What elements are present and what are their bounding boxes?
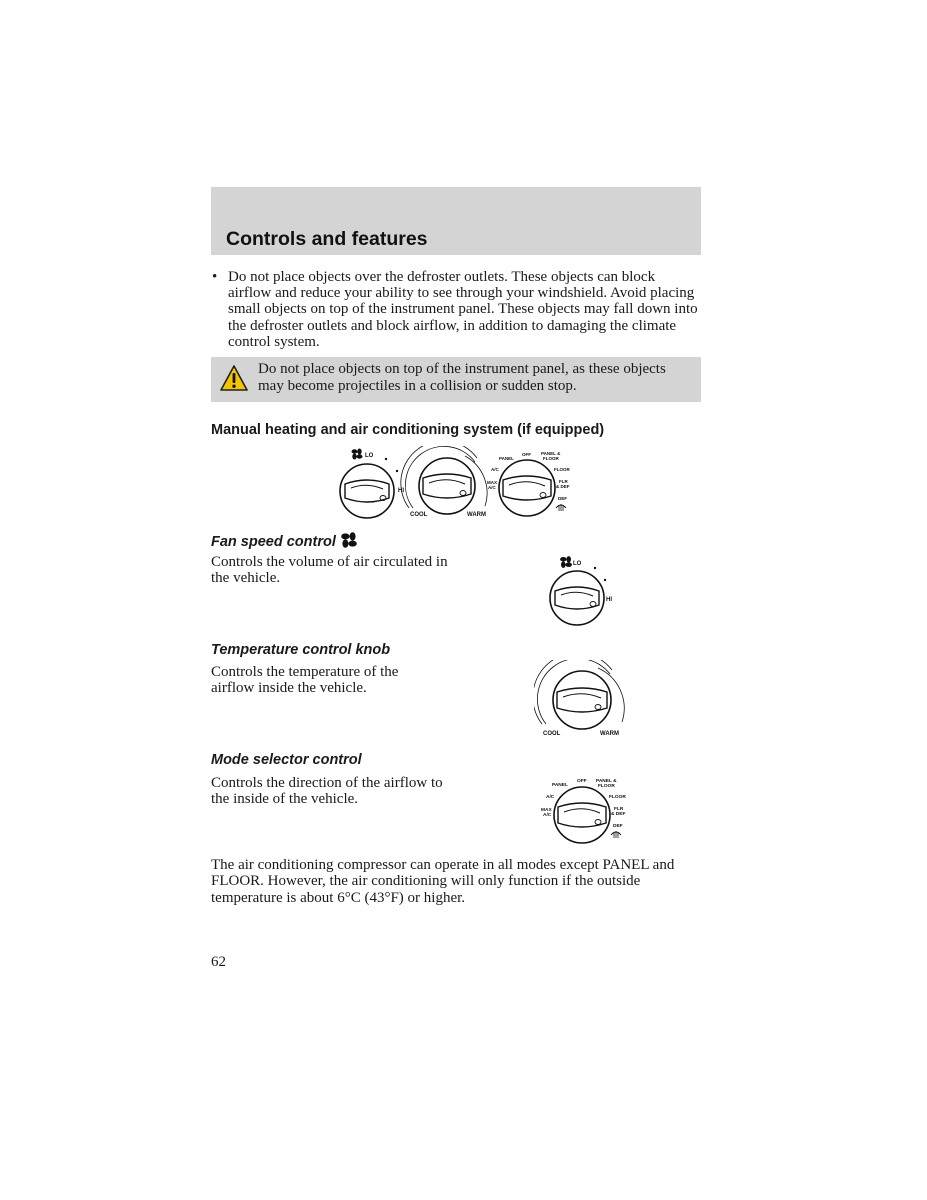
mode-panel-label: PANEL: [552, 783, 568, 788]
mode-floor-label: FLOOR: [609, 795, 626, 800]
warning-triangle-icon: [219, 364, 249, 392]
bullet-text: Do not place objects over the defroster outlets. These objects can block airflow and reduce your ability to see through your windshield. Avoid placing small objects on top of the instrument panel. These objects may fall down into the defroster outlets and block airflow, in addition to damaging the climate control system.: [228, 269, 698, 350]
mode-selector-text: Controls the direction of the airflow to the inside of the vehicle.: [211, 775, 443, 808]
temperature-text: Controls the temperature of the airflow inside the vehicle.: [211, 664, 399, 697]
fan-dial-illustration: [340, 449, 404, 519]
temperature-dial-figure: [534, 660, 634, 740]
fan-speed-text: Controls the volume of air circulated in the vehicle.: [211, 554, 448, 587]
fan-speed-heading-text: Fan speed control: [211, 534, 336, 550]
mode-flr-def-label-line2: & DEF: [611, 812, 626, 817]
fan-icon: [352, 449, 363, 460]
temperature-heading: Temperature control knob: [211, 642, 391, 658]
mode-def-label: DEF: [558, 496, 567, 501]
temp-warm-label: WARM: [600, 731, 619, 737]
mode-off-label: OFF: [522, 452, 531, 457]
mode-off-label: OFF: [577, 779, 587, 784]
mode-flr-def-label: FLR: [559, 479, 568, 484]
fan-speed-heading: [211, 531, 358, 550]
page-title: Controls and features: [226, 228, 428, 250]
mode-flr-def-label-line2: & DEF: [556, 484, 570, 489]
warning-box: [211, 357, 701, 402]
mode-panel-floor-label: PANEL &: [541, 451, 561, 456]
mode-ac-label: A/C: [491, 467, 499, 472]
mode-selector-heading: Mode selector control: [211, 752, 362, 768]
fan-hi-label: HI: [606, 597, 612, 603]
header-band: [211, 187, 701, 255]
mode-def-label: DEF: [613, 824, 623, 829]
temp-cool-label: COOL: [543, 731, 561, 737]
mode-max-ac-label: MAX: [541, 808, 552, 813]
fan-dial-figure: [540, 552, 620, 627]
section-heading: Manual heating and air conditioning system (if equipped): [211, 422, 605, 438]
mode-panel-floor-label: PANEL &: [596, 779, 617, 784]
ac-compressor-note: The air conditioning compressor can operate in all modes except PANEL and FLOOR. However, the air conditioning will only function if the outside temperature is about 6°C (43°F) or higher.: [211, 857, 675, 906]
warning-text: Do not place objects on top of the instrument panel, as these objects may become projectiles in a collision or sudden stop.: [258, 361, 666, 394]
mode-dial-illustration: [487, 451, 570, 516]
temperature-dial-illustration: [401, 446, 487, 518]
mode-max-ac-label: MAX: [487, 480, 497, 485]
fan-hi-label: HI: [398, 488, 404, 494]
bullet-item: [212, 269, 702, 350]
mode-panel-floor-label-line2: FLOOR: [598, 784, 615, 789]
mode-dial-figure: [537, 775, 637, 847]
mode-panel-label: PANEL: [499, 456, 514, 461]
mode-max-ac-label-line2: A/C: [543, 813, 552, 818]
bullet-mark: •: [212, 269, 218, 285]
fan-lo-label: LO: [365, 453, 374, 459]
fan-icon: [340, 531, 358, 549]
fan-lo-label: LO: [573, 561, 582, 567]
mode-floor-label: FLOOR: [554, 467, 570, 472]
mode-ac-label: A/C: [546, 795, 555, 800]
fan-icon: [560, 556, 572, 568]
mode-flr-def-label: FLR: [614, 807, 624, 812]
mode-panel-floor-label-line2: FLOOR: [543, 456, 559, 461]
temp-warm-label: WARM: [467, 512, 486, 518]
defrost-icon: [556, 504, 566, 511]
mode-max-ac-label-line2: A/C: [488, 485, 496, 490]
temp-cool-label: COOL: [410, 512, 428, 518]
defrost-icon: [611, 831, 621, 838]
climate-control-panel-figure: [337, 446, 587, 521]
page-number: 62: [211, 954, 226, 970]
